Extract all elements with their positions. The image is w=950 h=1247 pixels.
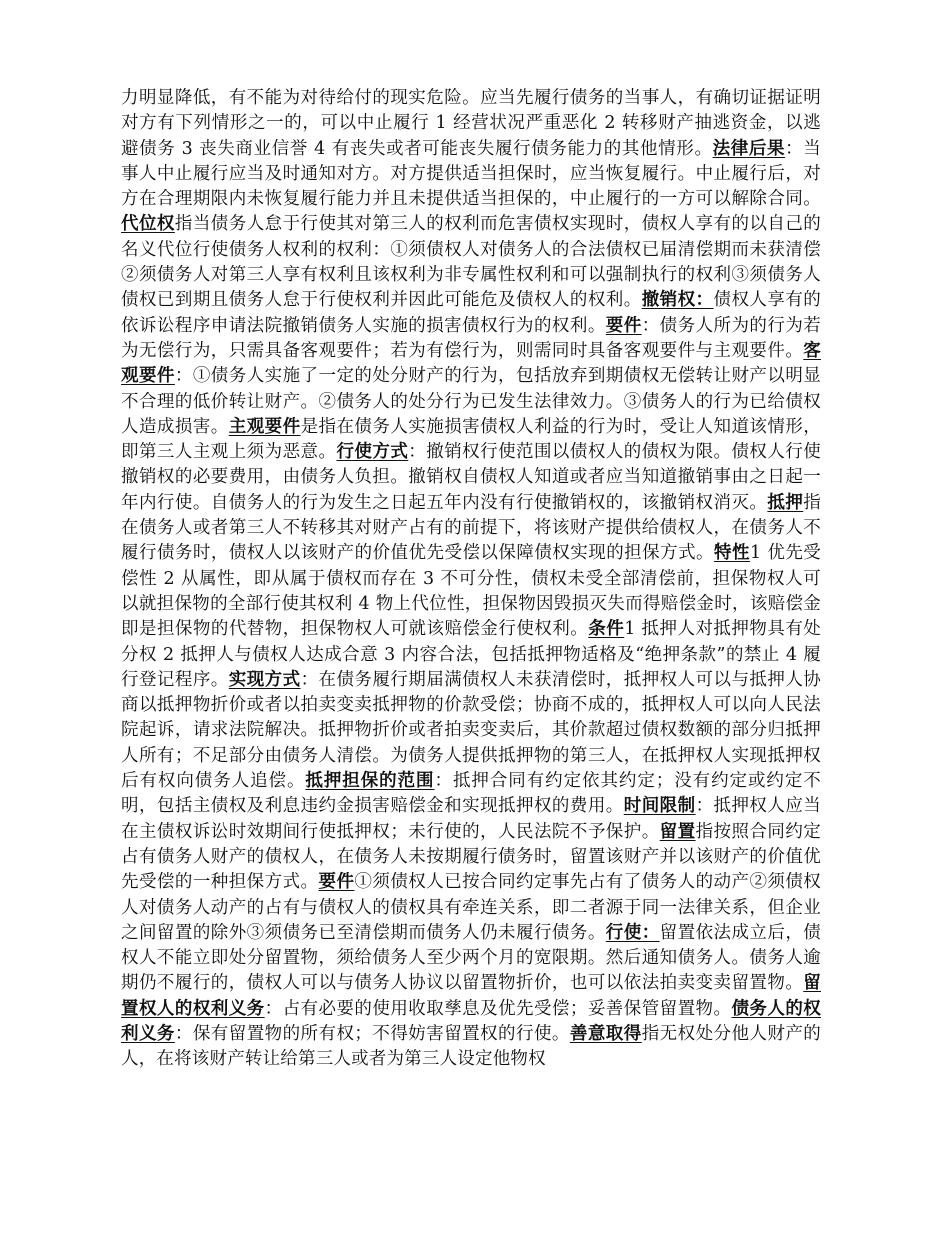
defined-term: 客观要件 (121, 340, 821, 387)
defined-term: 要件 (318, 872, 355, 893)
paragraph-text: ：①债务人实施了一定的处分财产的行为，包括放弃到期债权无偿转让财产以明显不合理的低价转让财产。②债务人的处分行为已发生法律效力。③债务人的行为已给债权人造成损害。 (121, 366, 821, 437)
defined-term: 撤销权： (641, 290, 714, 311)
defined-term: 主观要件 (228, 416, 301, 437)
defined-term: 行使： (605, 922, 660, 943)
paragraph-text: ：债务人所为的行为若为无偿行为，只需具备客观要件；若为有偿行为，则需同时具备客观要件与主观要件。 (121, 315, 821, 361)
paragraph-text: 指按照合同约定占有债务人财产的债权人，在债务人未按期履行债务时，留置该财产并以该财产的价值优先受偿的一种担保方式。 (121, 821, 821, 893)
paragraph-text: 1 优先受偿性 2 从属性，即从属于债权而存在 3 不可分性，债权未受全部清偿前，担保物权人可以就担保物的全部行使其权利 4 物上代位性，担保物因毁损灭失而得赔偿金时，该赔偿金即是担保物的代替物，担保物权人可就该赔偿金行使权利。 (121, 543, 821, 640)
defined-term: 要件 (605, 315, 642, 336)
paragraph-text: ：抵押合同有约定依其约定；没有约定或约定不明，包括主债权及利息违约金损害赔偿金和实现抵押权的费用。 (121, 771, 821, 817)
defined-term: 抵押 (767, 492, 804, 513)
defined-term: 抵押担保的范围 (305, 771, 435, 792)
paragraph-text: 留置依法成立后，债权人不能立即处分留置物，须给债务人至少两个月的宽限期。然后通知债务人。债务人逾期仍不履行的，债权人可以与债务人协议以留置物折价，也可以依法拍卖变卖留置物。 (121, 922, 821, 994)
defined-term: 行使方式 (336, 442, 409, 463)
defined-term: 实现方式 (228, 669, 301, 690)
paragraph-text: ：撤销权行使范围以债权人的债权为限。债权人行使撤销权的必要费用，由债务人负担。撤销权自债权人知道或者应当知道撤销事由之日起一年内行使。自债务人的行为发生之日起五年内没有行使撤销权的，该撤销权消灭。 (121, 442, 821, 513)
paragraph-text: 力明显降低，有不能为对待给付的现实危险。应当先履行债务的当事人，有确切证据证明对方有下列情形之一的，可以中止履行 1 经营状况严重恶化 2 转移财产抽逃资金，以逃避债务 3 丧失商业信誉 4 有丧失或者可能丧失履行债务能力的其他情形。 (121, 88, 821, 159)
paragraph-text: ：占有必要的使用收取孳息及优先受偿；妥善保管留置物。 (264, 998, 732, 1019)
body-paragraph (121, 86, 821, 1200)
defined-term: 条件 (588, 619, 625, 640)
defined-term: 法律后果 (712, 138, 786, 159)
paragraph-text: ：在债务履行期届满债权人未获清偿时，抵押权人可以与抵押人协商以抵押物折价或者以拍卖变卖抵押物的价款受偿；协商不成的，抵押权人可以向人民法院起诉，请求法院解决。抵押物折价或者拍卖变卖后，其价款超过债权数额的部分归抵押人所有；不足部分由债务人清偿。为债务人提供抵押物的第三人，在抵押权人实现抵押权后有权向债务人追偿。 (121, 669, 821, 792)
paragraph-text: 指当债务人怠于行使其对第三人的权利而危害债权实现时，债权人享有的以自己的名义代位行使债务人权利的权利：①须债权人对债务人的合法债权已届清偿期而未获清偿②须债务人对第三人享有权利且该权利为非专属性权利和可以强制执行的权利③须债务人债权已到期且债务人怠于行使权利并因此可能危及债权人的权利。 (121, 214, 821, 311)
defined-term: 代位权 (121, 214, 175, 235)
paragraph-text: 是指在债务人实施损害债权人利益的行为时，受让人知道该情形，即第三人主观上须为恶意。 (121, 416, 821, 463)
paragraph-text: ①须债权人已按合同约定事先占有了债务人的动产②须债权人对债务人动产的占有与债权人的债权具有牵连关系，即二者源于同一法律关系，但企业之间留置的除外③须债务已至清偿期而债务人仍未履行债务。 (121, 872, 821, 943)
defined-term: 债务人的权利义务 (121, 998, 821, 1044)
paragraph-text: ：保有留置物的所有权；不得妨害留置权的行使。 (174, 1023, 570, 1044)
paragraph-text: ：抵押权人应当在主债权诉讼时效期间行使抵押权；未行使的，人民法院不予保护。 (121, 796, 821, 842)
defined-term: 留置权人的权利义务 (121, 973, 821, 1019)
defined-term: 善意取得 (569, 1023, 642, 1044)
defined-term: 时间限制 (623, 796, 696, 817)
paragraph-text: 指无权处分他人财产的人，在将该财产转让给第三人或者为第三人设定他物权 (121, 1023, 821, 1070)
paragraph-text: ：当事人中止履行应当及时通知对方。对方提供适当担保时，应当恢复履行。中止履行后，对方在合理期限内未恢复履行能力并且未提供适当担保的，中止履行的一方可以解除合同。 (121, 138, 821, 210)
paragraph-text: 1 抵押人对抵押物具有处分权 2 抵押人与债权人达成合意 3 内容合法，包括抵押物适格及“绝押条款”的禁止 4 履行登记程序。 (121, 619, 821, 690)
defined-term: 特性 (714, 543, 750, 564)
defined-term: 留置 (659, 821, 696, 842)
paragraph-text: 债权人享有的依诉讼程序申请法院撤销债务人实施的损害债权行为的权利。 (121, 290, 821, 336)
paragraph-text: 指在债务人或者第三人不转移其对财产占有的前提下，将该财产提供给债权人，在债务人不履行债务时，债权人以该财产的价值优先受偿以保障债权实现的担保方式。 (121, 492, 821, 564)
